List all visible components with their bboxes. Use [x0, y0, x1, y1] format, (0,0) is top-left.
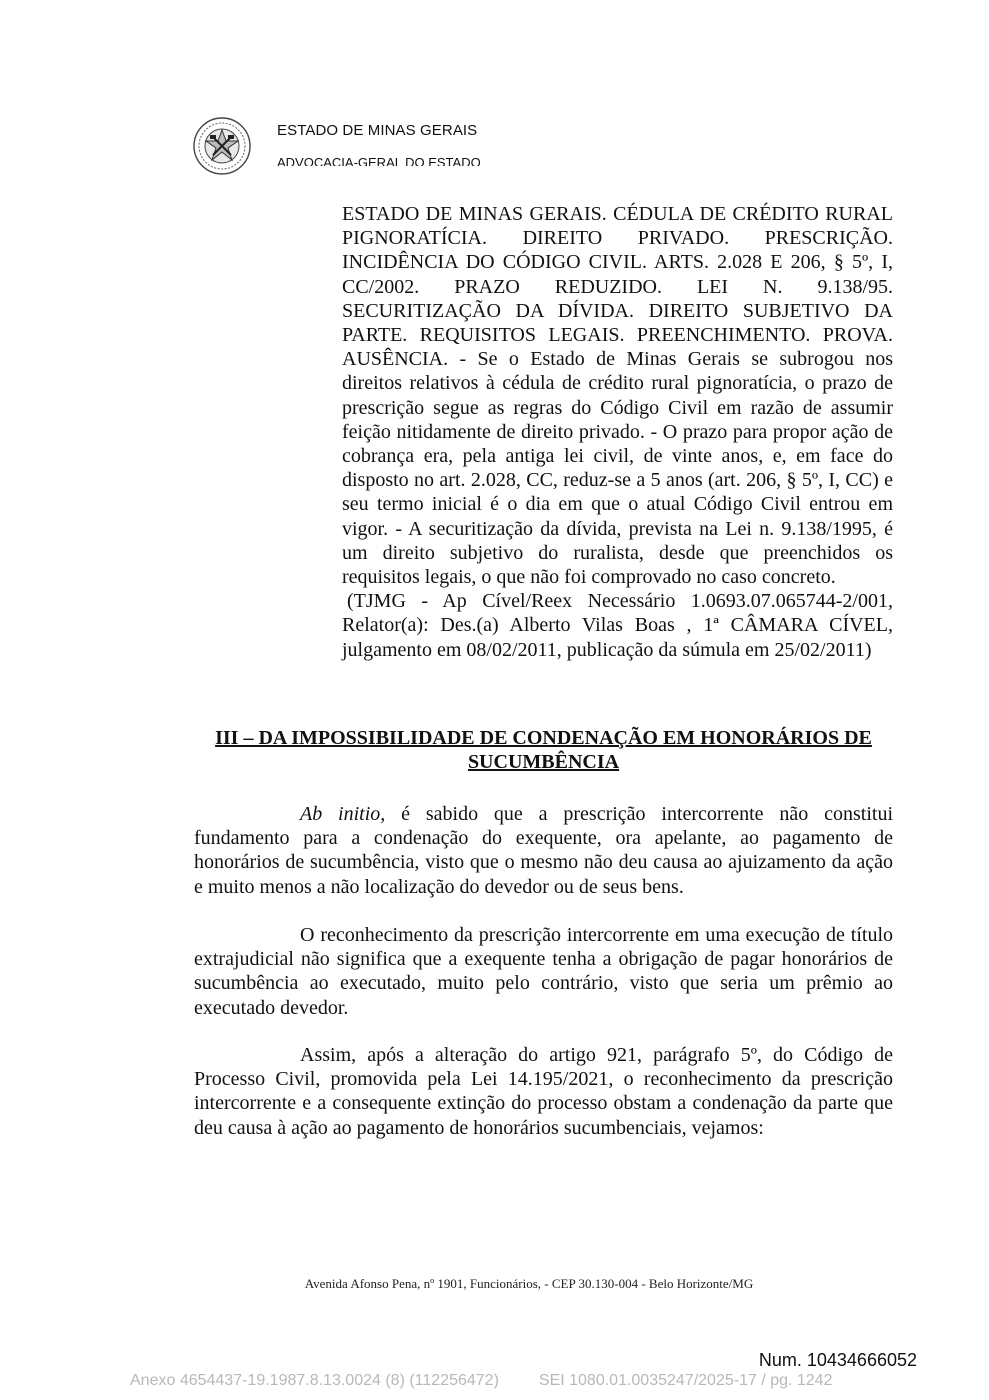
annex-reference: Anexo 4654437-19.1987.8.13.0024 (8) (112256472): [130, 1372, 499, 1389]
section-title: III – DA IMPOSSIBILIDADE DE CONDENAÇÃO EM HONORÁRIOS DE SUCUMBÊNCIA: [215, 727, 872, 773]
paragraph-1: [194, 802, 893, 899]
paragraph-1-italic: Ab initio,: [300, 803, 386, 825]
page-watermark: [130, 1372, 832, 1390]
quote-body: ESTADO DE MINAS GERAIS. CÉDULA DE CRÉDITO RURAL PIGNORATÍCIA. DIREITO PRIVADO. PRESCRIÇÃO. INCIDÊNCIA DO CÓDIGO CIVIL. ARTS. 2.028 E 206, § 5º, I, CC/2002. PRAZO REDUZIDO. LEI N. 9.138/95. SECURITIZAÇÃO DA DÍVIDA. DIREITO SUBJETIVO DA PARTE. REQUISITOS LEGAIS. PREENCHIMENTO. PROVA. AUSÊNCIA. - Se o Estado de Minas Gerais se subrogou nos direitos relativos à cédula de crédito rural pignoratícia, o prazo de prescrição segue as regras do Código Civil em razão de assumir feição nitidamente de direito privado. - O prazo para propor ação de cobrança era, pela antiga lei civil, de vinte anos, e, em face do disposto no art. 2.028, CC, reduz-se a 5 anos (art. 206, § 5º, I, CC) e seu termo inicial é o dia em que o atual Código Civil entrou em vigor. - A securitização da dívida, prevista na Lei n. 9.138/1995, é um direito subjetivo do ruralista, desde que preenchidos os requisitos legais, o que não foi comprovado no caso concreto.: [342, 203, 893, 589]
footer-address: Avenida Afonso Pena, nº 1901, Funcionários, - CEP 30.130-004 - Belo Horizonte/MG: [304, 1276, 754, 1291]
paragraph-1-text: é sabido que a prescrição intercorrente não constitui fundamento para a condenação do exequente, ora apelante, ao pagamento de honorários de sucumbência, visto que o mesmo não deu causa ao ajuizamento da ação e muito menos a não localização do devedor ou de seus bens.: [194, 803, 893, 898]
document-number: Num. 10434666052: [758, 1350, 917, 1370]
header-agency-name: ADVOCACIA-GERAL DO ESTADO: [277, 155, 481, 166]
state-seal-icon: [192, 116, 252, 176]
quote-citation: (TJMG - Ap Cível/Reex Necessário 1.0693.07.065744-2/001, Relator(a): Des.(a) Alberto Vilas Boas , 1ª CÂMARA CÍVEL, julgamento em 08/02/2011, publicação da súmula em 25/02/2011): [342, 590, 893, 661]
paragraph-3: Assim, após a alteração do artigo 921, parágrafo 5º, do Código de Processo Civil, promovida pela Lei 14.195/2021, o reconhecimento da prescrição intercorrente e a consequente extinção do processo obstam a condenação da parte que deu causa à ação ao pagamento de honorários sucumbenciais, vejamos:: [194, 1044, 893, 1139]
header-state-name: ESTADO DE MINAS GERAIS: [277, 122, 478, 139]
paragraph-2: O reconhecimento da prescrição intercorrente em uma execução de título extrajudicial não significa que a exequente tenha a obrigação de pagar honorários de sucumbência ao executado, muito pelo contrário, visto que seria um prêmio ao executado devedor.: [194, 924, 893, 1019]
jurisprudence-quote: [342, 202, 893, 662]
sei-reference: SEI 1080.01.0035247/2025-17 / pg. 1242: [538, 1372, 833, 1389]
